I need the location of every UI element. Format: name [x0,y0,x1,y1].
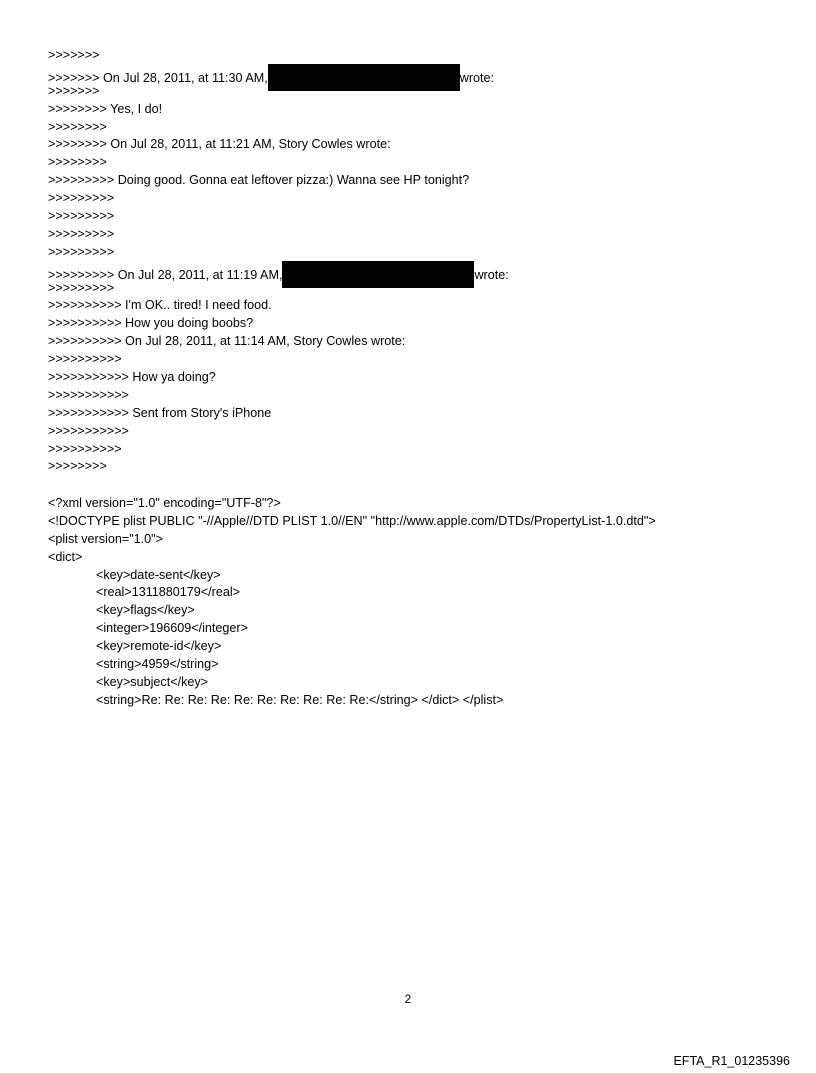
plist-xml-block [48,495,808,710]
thread-line: >>>>>>>>>>> Sent from Story's iPhone [48,405,272,420]
thread-line: >>>>>>>> [48,459,107,474]
thread-line: >>>>>>>>> [48,280,115,295]
thread-line: >>>>>>>> Yes, I do! [48,101,163,116]
thread-line [48,262,788,280]
page-number: 2 [404,994,412,1006]
thread-line: >>>>>>>>> [48,209,115,224]
thread-line: >>>>>>>>>>> [48,423,129,438]
thread-line: >>>>>>>> [48,155,107,170]
thread-line: >>>>>>>>> [48,191,115,206]
xml-line: <key>remote-id</key> [96,639,222,654]
thread-line: >>>>>>>> On Jul 28, 2011, at 11:21 AM, Story Cowles wrote: [48,137,391,152]
thread-line-text: >>>>>>>>> On Jul 28, 2011, at 11:19 AM, [48,267,283,282]
thread-line: >>>>>>> [48,48,100,62]
thread-line: >>>>>>>>> [48,244,115,259]
email-thread [48,47,788,476]
thread-line: >>>>>>>> [48,119,107,134]
xml-line: <string>Re: Re: Re: Re: Re: Re: Re: Re: Re: Re:</string> </dict> </plist> [96,692,504,707]
thread-line: >>>>>>>>>> How you doing boobs? [48,316,254,331]
thread-line: >>>>>>>>>> On Jul 28, 2011, at 11:14 AM, Story Cowles wrote: [48,334,406,349]
xml-line: <dict> [48,549,83,564]
xml-line: <real>1311880179</real> [96,585,241,600]
xml-line: <key>date-sent</key> [96,567,221,582]
thread-line: >>>>>>> [48,83,100,98]
thread-line-text: wrote: [459,70,495,85]
xml-line: <key>subject</key> [96,674,209,689]
xml-line: <plist version="1.0"> [48,531,164,546]
thread-line: >>>>>>>>> Doing good. Gonna eat leftover pizza:) Wanna see HP tonight? [48,173,470,188]
thread-line-text: wrote: [474,267,509,282]
thread-line: >>>>>>>>>> [48,352,122,367]
thread-line: >>>>>>>>>>> [48,387,129,402]
xml-line: <key>flags</key> [96,603,195,618]
bates-number: EFTA_R1_01235396 [673,1054,790,1068]
thread-line: >>>>>>>>> [48,226,115,241]
thread-line: >>>>>>>>>>> How ya doing? [48,370,216,385]
xml-line: <integer>196609</integer> [96,621,248,636]
xml-line: <string>4959</string> [96,657,219,672]
thread-line-text: >>>>>>> On Jul 28, 2011, at 11:30 AM, [48,70,268,85]
xml-line: <!DOCTYPE plist PUBLIC "-//Apple//DTD PLIST 1.0//EN" "http://www.apple.com/DTDs/PropertyList-1.0.dtd"> [48,513,656,528]
xml-line: <?xml version="1.0" encoding="UTF-8"?> [48,496,281,510]
thread-line [48,65,788,83]
thread-line: >>>>>>>>>> I'm OK.. tired! I need food. [48,298,272,313]
thread-line: >>>>>>>>>> [48,441,122,456]
